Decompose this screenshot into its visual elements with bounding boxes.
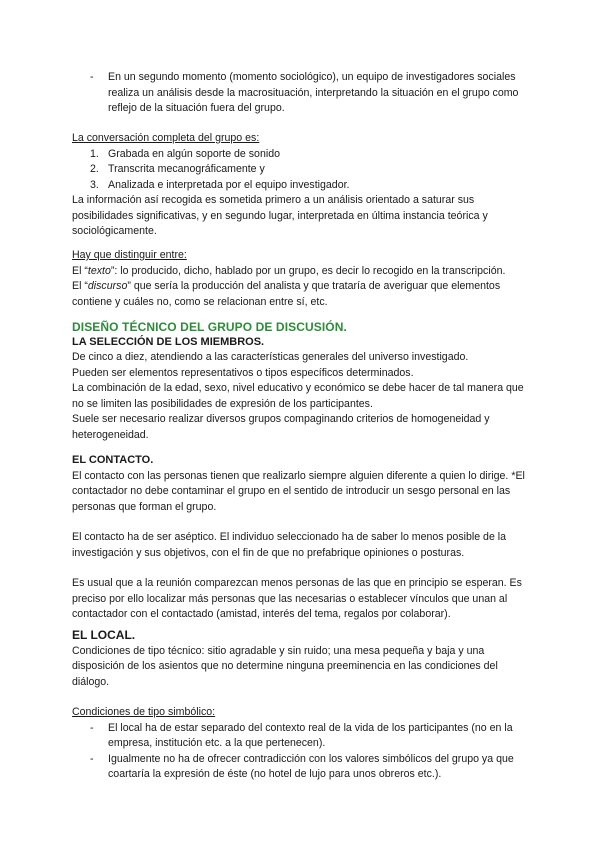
list-item — [72, 178, 532, 194]
selection-line: La combinación de la edad, sexo, nivel educativo y económico se debe hacer de tal manera que no se limiten las posibilidades de expresión de los participantes. — [72, 382, 524, 410]
local-heading: EL LOCAL. — [72, 628, 136, 642]
contact-paragraph: El contacto ha de ser aséptico. El individuo seleccionado ha de saber lo menos posible de la investigación y sus objetivos, con el fin de que no prefabrique opiniones o posturas. — [72, 531, 507, 559]
contact-section — [72, 453, 532, 623]
discurso-definition: El “discurso” que sería la producción del analista y que trataría de averiguar que elementos contiene y cuáles no, como se relacionan entre sí, etc. — [72, 280, 501, 308]
texto-term: texto — [87, 264, 111, 277]
list-item — [72, 162, 532, 178]
contact-paragraph: Es usual que a la reunión comparezcan menos personas de las que en principio se esperan. Es preciso por ello localizar más personas que las necesarias o establecer vínculos que unan al contactador con el contactado (amistad, interés del tema, regalos por colaborar). — [72, 577, 522, 620]
design-title: DISEÑO TÉCNICO DEL GRUPO DE DISCUSIÓN. — [72, 320, 347, 334]
symbolic-heading: Condiciones de tipo simbólico: — [72, 706, 216, 718]
conversation-paragraph: La información así recogida es sometida primero a un análisis orientado a saturar sus posibilidades significativas, y en segundo lugar, interpretada en última instancia teórica y sociológicamente. — [72, 194, 488, 237]
local-section — [72, 628, 532, 783]
list-item-number: 2. — [90, 163, 99, 175]
list-item-text: Analizada e interpretada por el equipo investigador. — [108, 178, 350, 191]
design-section — [72, 320, 532, 443]
list-item-text: Igualmente no ha de ofrecer contradicción con los valores simbólicos del grupo ya que coartaría la expresión de éste (no hotel de lujo para unos obreros etc.). — [108, 752, 514, 780]
list-item — [72, 721, 532, 752]
list-item — [72, 147, 532, 163]
contact-heading: EL CONTACTO. — [72, 454, 154, 466]
local-paragraph: Condiciones de tipo técnico: sitio agradable y sin ruido; una mesa pequeña y baja y una disposición de los asientos que no determine ninguna preeminencia en las condiciones del diálogo. — [72, 644, 498, 688]
bullet-marker: - — [90, 752, 94, 765]
selection-line: Pueden ser elementos representativos o tipos específicos determinados. — [72, 366, 414, 379]
list-item-number: 3. — [90, 178, 99, 191]
list-item-text: Grabada en algún soporte de sonido — [108, 147, 280, 160]
list-item — [72, 752, 532, 783]
texto-definition: El “texto”: lo producido, dicho, hablado por un grupo, es decir lo recogido en la transcripción. — [72, 264, 506, 277]
list-item-text: El local ha de estar separado del contexto real de la vida de los participantes (no en la empresa, institución etc. a la que pertenecen). — [108, 721, 513, 749]
selection-line: De cinco a diez, atendiendo a las características generales del universo investigado. — [72, 351, 469, 363]
conversation-section — [72, 131, 532, 240]
contact-paragraph: El contacto con las personas tienen que realizarlo siempre alguien diferente a quien lo dirige. *El contactador no debe contaminar el grupo en el sentido de introducir un sesgo personal en las personas que forman el grupo. — [72, 469, 525, 513]
intro-bullet-text: En un segundo momento (momento sociológico), un equipo de investigadores sociales realiza un análisis desde la macrosituación, interpretando la situación en el grupo como reflejo de la situación fuera del grupo. — [108, 71, 519, 114]
distinguish-section — [72, 248, 532, 310]
list-item-number: 1. — [90, 147, 99, 160]
bullet-marker: - — [90, 721, 94, 734]
conversation-heading: La conversación completa del grupo es: — [72, 132, 260, 144]
selection-heading: LA SELECCIÓN DE LOS MIEMBROS. — [72, 335, 265, 348]
intro-bullet — [72, 70, 532, 117]
bullet-marker: - — [90, 71, 94, 83]
discurso-term: discurso — [87, 280, 128, 292]
distinguish-heading: Hay que distinguir entre: — [72, 249, 187, 261]
list-item-text: Transcrita mecanográficamente y — [108, 163, 265, 175]
selection-line: Suele ser necesario realizar diversos grupos compaginando criterios de homogeneidad y heterogeneidad. — [72, 413, 490, 441]
